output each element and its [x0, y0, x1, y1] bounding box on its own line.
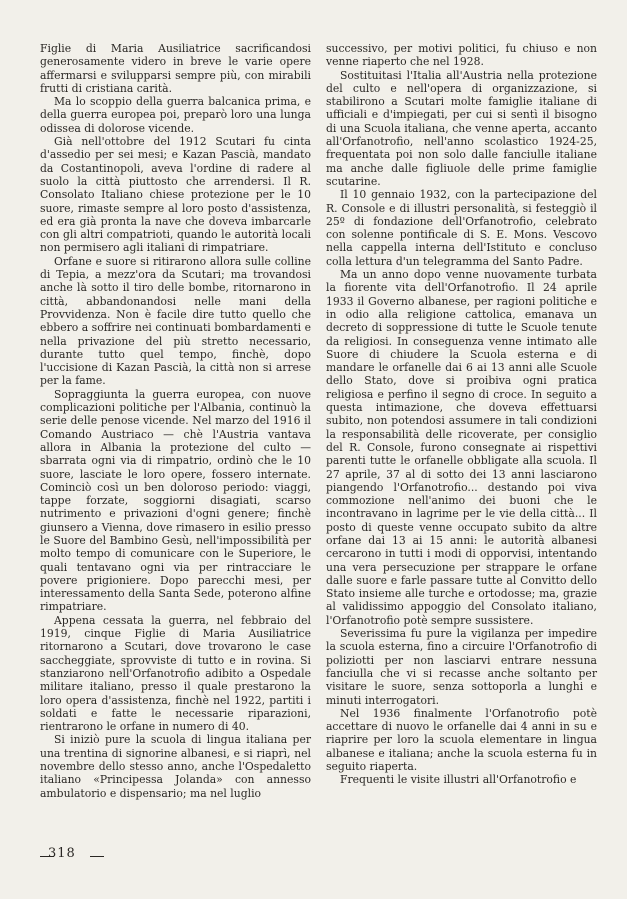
paragraph: Appena cessata la guerra, nel febbraio del 1919, cinque Figlie di Maria Ausiliatrice ritornarono a Scutari, dove trovarono le case saccheggiate, sprovviste di tutto e in rovina. Si stanziarono nell'Orfanotrofio adibito a Ospedale militare italiano, presso il quale prestarono la loro opera d'assistenza, finchè nel 1922, partiti i soldati e fatte le necessarie riparazioni, rientrarono le orfane in numero di 40.	[40, 613, 311, 734]
paragraph: Orfane e suore si ritirarono allora sulle colline di Tepia, a mezz'ora da Scutari; ma trovandosi anche là sotto il tiro delle bombe, ritornarono in città, abbandonandosi nelle mani della Provvidenza. Non è facile dire tutto quello che ebbero a soffrire nei continuati bombardamenti e nella privazione del più stretto necessario, durante tutto quel tempo, finchè, dopo l'uccisione di Kazan Pascià, la città non si arrese per la fame.	[40, 254, 311, 388]
folio-dash-right	[90, 856, 104, 857]
left-column	[40, 42, 311, 800]
paragraph: successivo, per motivi politici, fu chiuso e non venne riaperto che nel 1928.	[326, 42, 597, 69]
paragraph: Sostituitasi l'Italia all'Austria nella protezione del culto e nell'opera di organizzazione, si stabilirono a Scutari molte famiglie italiane di ufficiali e d'impiegati, per cui si sentì il bisogno di una Scuola italiana, che venne aperta, accanto all'Orfanotrofio, nell'anno scolastico 1924-25, frequentata poi non solo dalle fanciulle italiane ma anche dalle figliuole delle prime famiglie scutarine.	[326, 68, 597, 188]
page-number: 318	[48, 846, 76, 861]
paragraph: Ma lo scoppio della guerra balcanica prima, e della guerra europea poi, preparò loro una lunga odissea di dolorose vicende.	[40, 95, 311, 135]
right-column	[326, 42, 597, 800]
paragraph: Severissima fu pure la vigilanza per impedire la scuola esterna, fino a circuire l'Orfanotrofio di poliziotti per non lasciarvi entrare nessuna fanciulla che vi si recasse anche soltanto per visitare le suore, senza sottoporla a lunghi e minuti interrogatori.	[326, 627, 597, 707]
paragraph: Frequenti le visite illustri all'Orfanotrofio e	[340, 773, 577, 787]
paragraph: Ma un anno dopo venne nuovamente turbata la fiorente vita dell'Orfanotrofio. Il 24 aprile 1933 il Governo albanese, per ragioni politiche e in odio alla religione cattolica, emanava un decreto di soppressione di tutte le Scuole tenute da religiosi. In conseguenza venne intimato alle Suore di chiudere la Scuola esterna e di mandare le orfanelle dai 6 ai 13 anni alle Scuole dello Stato, dove si proibiva ogni pratica religiosa e perfino il segno di croce. In seguito a questa intimazione, che doveva effettuarsi subito, non potendosi assumere in tali condizioni la responsabilità delle ricoverate, per consiglio del R. Console, furono consegnate ai rispettivi parenti tutte le orfanelle obbligate alla scuola. Il 27 aprile, 37 al di sotto dei 13 anni lasciarono piangendo l'Orfanotrofio... destando poi viva commozione nell'animo dei buoni che le incontravano in lagrime per le vie della città... Il posto di queste venne occupato subito da altre orfane dai 13 ai 15 anni: le autorità albanesi cercarono in tutti i modi di opporvisi, intentando una vera persecuzione per strappare le orfane dalle suore e farle passare tutte al Convitto dello Stato insieme alle turche e ortodosse; ma, grazie al validissimo appoggio del Consolato italiano, l'Orfanotrofio potè sempre sussistere.	[326, 268, 597, 627]
paragraph: Già nell'ottobre del 1912 Scutari fu cinta d'assedio per sei mesi; e Kazan Pascià, mandato da Costantinopoli, aveva l'ordine di radere al suolo la città piuttosto che arrendersi. Il R. Consolato Italiano chiese protezione per le 10 suore, rimaste sempre al loro posto d'assistenza, ed era già pronta la nave che doveva imbarcarle con gli altri compatrioti, quando le autorità locali non permisero agli italiani di rimpatriare.	[40, 135, 311, 255]
paragraph: Sopraggiunta la guerra europea, con nuove complicazioni politiche per l'Albania, continuò la serie delle penose vicende. Nel marzo del 1916 il Comando Austriaco — chè l'Austria vantava allora in Albania la protezione del culto — sbarrata ogni via di rimpatrio, ordinò che le 10 suore, lasciate le loro opere, fossero internate. Cominciò così un ben doloroso periodo: viaggi, tappe forzate, soggiorni disagiati, scarso nutrimento e privazioni d'ogni genere; finchè giunsero a Vienna, dove rimasero in esilio presso le Suore del Bambino Gesù, nell'impossibilità per molto tempo di comunicare con le Superiore, le quali tentavano ogni via per rintracciare le povere prigioniere. Dopo parecchi mesi, per interessamento della Santa Sede, poterono alfine rimpatriare.	[40, 387, 311, 614]
text-columns	[40, 42, 597, 800]
paragraph: Figlie di Maria Ausiliatrice sacrificandosi generosamente videro in breve le varie opere affermarsi e svilupparsi sempre più, con mirabili frutti di cristiana carità.	[40, 42, 311, 95]
paragraph: Nel 1936 finalmente l'Orfanotrofio potè accettare di nuovo le orfanelle dai 4 anni in su e riaprire per loro la scuola elementare in lingua albanese e italiana; anche la scuola esterna fu in seguito riaperta.	[326, 706, 597, 774]
paragraph: Il 10 gennaio 1932, con la partecipazione del R. Console e di illustri personalità, si festeggiò il 25º di fondazione dell'Orfanotrofio, celebrato con solenne pontificale di S. E. Mons. Vescovo nella cappella interna dell'Istituto e concluso colla lettura d'un telegramma del Santo Padre.	[326, 188, 597, 268]
paragraph: Si iniziò pure la scuola di lingua italiana per una trentina di signorine albanesi, e si riaprì, nel novembre dello stesso anno, anche l'Ospedaletto italiano «Principessa Jolanda» con annesso ambulatorio e dispensario; ma nel luglio	[40, 733, 311, 800]
